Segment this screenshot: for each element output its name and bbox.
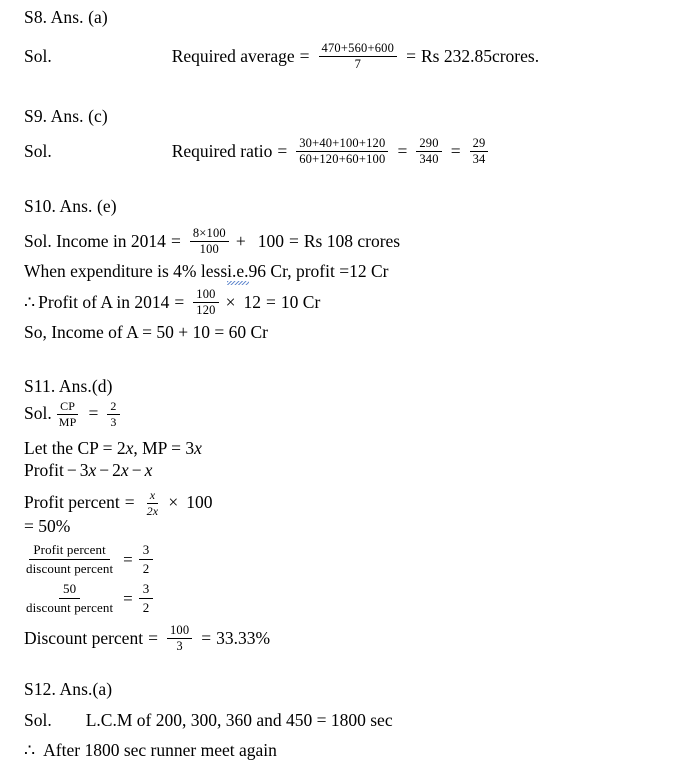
coeff-2: 2: [112, 460, 121, 480]
solution-s11-line5: = 50%: [24, 516, 71, 536]
result-s8: Rs 232.85crores.: [420, 45, 540, 66]
equals-sign: =: [148, 627, 158, 648]
equals-sign: =: [123, 549, 133, 569]
complex-fraction-1: [22, 541, 153, 578]
solution-body-s8: [24, 42, 539, 71]
solution-s11-line1: [24, 400, 124, 428]
fraction-denominator: MP: [58, 414, 77, 429]
fraction-numerator: 290: [416, 137, 441, 152]
fraction-numerator: 8×100: [190, 227, 229, 242]
solution-heading-s12: S12. Ans.(a): [24, 679, 113, 699]
complex-fraction-2: [22, 580, 153, 617]
variable-x-1: x: [88, 460, 97, 480]
solution-s10-line2: [24, 263, 388, 281]
fraction-3-2: [139, 541, 154, 578]
fraction-numerator: 3: [139, 580, 154, 599]
equals-sign: =: [170, 230, 181, 251]
fraction-denominator: 340: [419, 152, 439, 167]
fraction-3-2: [139, 580, 154, 617]
fraction-denominator: 34: [472, 152, 486, 167]
plus-sign: +: [235, 230, 246, 251]
solution-heading-s8: S8. Ans. (a): [24, 7, 108, 27]
solution-heading-s10: S10. Ans. (e): [24, 196, 117, 216]
solution-body-s9: [24, 137, 492, 166]
let-cp-text-b: , MP = 3: [133, 438, 195, 458]
equals-sign: =: [123, 588, 133, 608]
fraction-x-2x: [144, 489, 162, 517]
sol-label-s9: Sol.: [24, 140, 52, 161]
minus-sign-1: −: [66, 460, 77, 480]
fraction-denominator: 2: [142, 600, 150, 615]
variable-x-1: x: [125, 438, 134, 458]
expenditure-text-part1: When expenditure is 4% less: [24, 261, 228, 281]
fraction-denominator: 3: [176, 639, 183, 654]
solution-s11-line6: [24, 624, 270, 653]
result-discount-percent: 33.33%: [216, 627, 271, 648]
variable-x-3: x: [144, 460, 153, 480]
fraction-numerator: 100: [167, 624, 192, 639]
equals-sign: =: [124, 492, 135, 513]
fraction-numerator: 29: [470, 137, 489, 152]
minus-sign-3: −: [131, 460, 142, 480]
fraction-denominator: discount percent: [26, 561, 114, 576]
times-sign: ×: [168, 492, 179, 513]
solution-s11-line4: [24, 489, 212, 517]
fraction-s10-profit: [193, 288, 218, 317]
solution-s11-line2: [24, 440, 202, 458]
big-fraction-profit-discount: [22, 541, 117, 578]
fraction-numerator: 50: [59, 580, 80, 599]
term-12: 12: [243, 291, 262, 312]
fraction-numerator: 100: [193, 288, 218, 303]
fraction-denominator: 60+120+60+100: [299, 152, 386, 167]
fraction-s9-1: [296, 137, 388, 166]
equals-sign-3: =: [450, 140, 461, 161]
fraction-numerator: 30+40+100+120: [296, 137, 388, 152]
fraction-numerator: CP: [57, 400, 78, 415]
fraction-numerator: 3: [139, 541, 154, 560]
solution-s10-line4: So, Income of A = 50 + 10 = 60 Cr: [24, 322, 268, 342]
lcm-text: L.C.M of 200, 300, 360 and 450 = 1800 sec: [85, 710, 393, 730]
result-s10-profit: 10 Cr: [280, 291, 321, 312]
variable-x-2: x: [120, 460, 129, 480]
equals-sign: =: [277, 140, 288, 161]
solution-s10-line1: [24, 227, 400, 256]
spellcheck-misspelled-word: i.e.: [227, 261, 249, 281]
fraction-cp-mp: [56, 400, 80, 428]
fraction-numerator: Profit percent: [29, 541, 110, 560]
equals-sign: =: [88, 403, 99, 424]
solution-s12-line1: [24, 712, 393, 730]
fraction-denominator: 100: [199, 242, 220, 257]
fraction-numerator: 2: [107, 400, 119, 415]
solution-heading-s11: S11. Ans.(d): [24, 376, 113, 396]
result-s10-income: Rs 108 crores: [303, 230, 401, 251]
fraction-denominator: 3: [110, 414, 117, 429]
fraction-s9-2: [416, 137, 441, 166]
fraction-denominator: 2: [142, 561, 150, 576]
fraction-100-3: [167, 624, 192, 653]
sol-label-s8: Sol.: [24, 45, 52, 66]
equals-sign: =: [299, 45, 310, 66]
therefore-symbol: ∴: [24, 291, 36, 312]
fraction-2-3: [107, 400, 119, 428]
profit-percent-label: Profit percent: [24, 492, 120, 513]
equals-sign-2: =: [201, 627, 212, 648]
fraction-denominator: discount percent: [26, 600, 114, 615]
expenditure-text-part2: 96 Cr, profit =12 Cr: [248, 261, 389, 281]
let-cp-text-a: Let the CP = 2: [24, 438, 126, 458]
variable-x-2: x: [194, 438, 202, 458]
equals-sign-2: =: [289, 230, 299, 251]
runner-meet-text: After 1800 sec runner meet again: [43, 740, 277, 760]
profit-word: Profit: [24, 460, 64, 480]
expr-label-s8: Required average: [171, 45, 295, 66]
fraction-numerator: x: [147, 489, 159, 504]
solution-s11-line3: [24, 462, 152, 480]
discount-percent-label: Discount percent: [24, 627, 144, 648]
big-fraction-50-discount: [22, 580, 117, 617]
sol-income-prefix: Sol. Income in 2014: [24, 230, 166, 251]
fraction-s9-3: [470, 137, 489, 166]
therefore-symbol: ∴: [24, 740, 36, 760]
equals-sign: =: [174, 291, 185, 312]
fraction-denominator: 2x: [146, 503, 159, 518]
fraction-denominator: 120: [196, 303, 216, 318]
equals-sign-2: =: [266, 291, 276, 312]
fraction-numerator: 470+560+600: [319, 42, 398, 57]
coeff-3: 3: [79, 460, 89, 480]
term-100: 100: [186, 492, 213, 513]
profit-a-prefix: Profit of A in 2014: [38, 291, 170, 312]
equals-sign-2: =: [406, 45, 416, 66]
times-sign: ×: [225, 291, 236, 312]
sol-label-s11: Sol.: [24, 403, 52, 424]
minus-sign-2: −: [99, 460, 110, 480]
sol-label-s12: Sol.: [24, 710, 52, 730]
expr-label-s9: Required ratio: [171, 140, 273, 161]
fraction-s8: [319, 42, 398, 71]
solution-s12-line2: [24, 742, 277, 760]
fraction-denominator: 7: [354, 57, 362, 72]
solution-heading-s9: S9. Ans. (c): [24, 106, 108, 126]
solution-s10-line3: [24, 288, 320, 317]
equals-sign-2: =: [397, 140, 408, 161]
term-100: 100: [257, 230, 284, 251]
fraction-s10-income: [190, 227, 229, 256]
